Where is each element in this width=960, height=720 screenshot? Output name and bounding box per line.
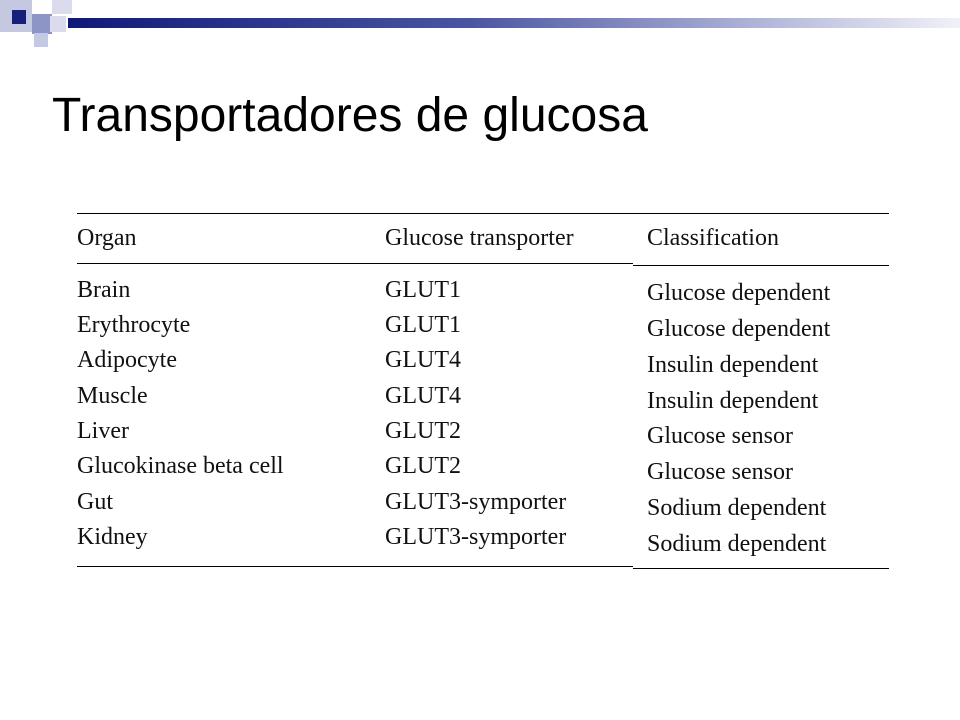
decor-square — [32, 14, 52, 34]
table-cell-organ: Muscle — [77, 383, 148, 409]
table-cell-classification: Insulin dependent — [647, 352, 819, 378]
decor-square — [52, 0, 72, 14]
table-cell-classification: Glucose sensor — [647, 423, 793, 449]
table-cell-organ: Brain — [77, 277, 131, 303]
table-cell-classification: Glucose sensor — [647, 459, 793, 485]
header-organ: Organ — [77, 225, 137, 251]
table-cell-classification: Glucose dependent — [647, 280, 831, 306]
header-classification: Classification — [647, 225, 779, 251]
table-cell-organ: Adipocyte — [77, 347, 177, 373]
table-cell-transporter: GLUT1 — [385, 312, 461, 338]
table-cell-classification: Sodium dependent — [647, 531, 827, 557]
decor-square — [50, 16, 66, 32]
table-header-rule-right — [633, 265, 889, 266]
table-cell-transporter: GLUT1 — [385, 277, 461, 303]
header-gradient-bar — [68, 18, 960, 28]
header-glucose-transporter: Glucose transporter — [385, 225, 574, 251]
decor-square — [34, 33, 48, 47]
table-cell-transporter: GLUT3-symporter — [385, 524, 567, 550]
table-cell-organ: Glucokinase beta cell — [77, 453, 284, 479]
table-cell-transporter: GLUT3-symporter — [385, 489, 567, 515]
table-bottom-rule-right — [633, 568, 889, 569]
table-cell-organ: Liver — [77, 418, 129, 444]
table-cell-organ: Erythrocyte — [77, 312, 191, 338]
decor-square — [12, 10, 26, 24]
table-cell-transporter: GLUT4 — [385, 383, 461, 409]
table-cell-classification: Insulin dependent — [647, 388, 819, 414]
table-top-rule — [77, 213, 889, 214]
table-cell-transporter: GLUT4 — [385, 347, 461, 373]
slide-title: Transportadores de glucosa — [52, 89, 648, 142]
table-cell-organ: Kidney — [77, 524, 148, 550]
table-cell-classification: Sodium dependent — [647, 495, 827, 521]
glucose-transporter-table — [77, 213, 889, 569]
table-cell-transporter: GLUT2 — [385, 453, 461, 479]
table-cell-organ: Gut — [77, 489, 113, 515]
table-cell-transporter: GLUT2 — [385, 418, 461, 444]
table-header-rule-left — [77, 263, 633, 264]
table-cell-classification: Glucose dependent — [647, 316, 831, 342]
table-bottom-rule-left — [77, 566, 633, 567]
